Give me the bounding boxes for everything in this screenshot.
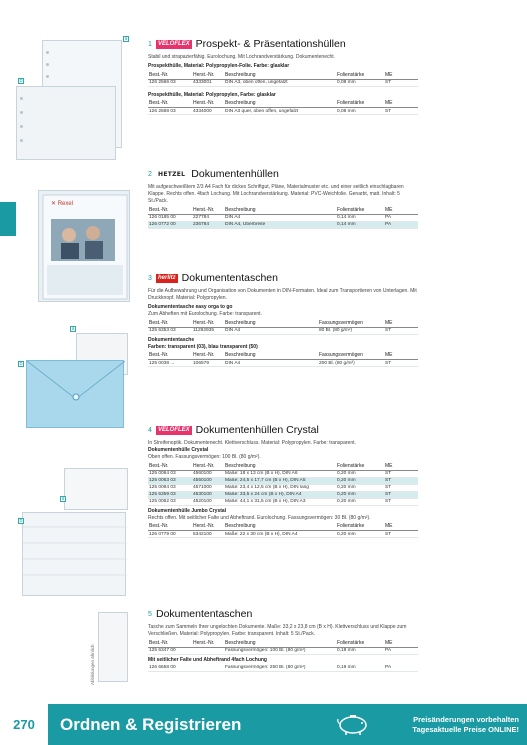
brand-logo-herlitz: herlitz	[158, 274, 176, 281]
group-description: Rechts offen. Mit seitlicher Falte und Abheftrand. Eurolochung. Fassungsvermögen: 30 Bl. (80 g/m²).	[148, 514, 371, 521]
price-note-line1: Preisänderungen vorbehalten	[413, 715, 519, 724]
product-image-document-sleeves	[38, 190, 130, 302]
table-row[interactable]: 126 0779 00 5342100 Maße: 22 x 30 cm (B x H), DIN A4 0,20 mm ST	[148, 531, 418, 538]
product-table: Best.-Nr. Herst.-Nr. Beschreibung Folienstärke ME 126 0779 00 5342100 Maße: 22 x 30 cm (B x H), DIN A4 0,20 mm ST	[148, 523, 418, 539]
table-row[interactable]: 126 0772 00 236784 DIN A4, Überbreite 0,14 mm PA	[148, 221, 418, 228]
product-table: Best.-Nr. Herst.-Nr. Beschreibung Fassungsvermögen ME 125 0038 ... 106579 DIN A4 200 Bl. (80 g/m²) ST	[148, 352, 418, 368]
brand-logo-hetzel: HETZEL	[158, 170, 186, 178]
product-table: Best.-Nr. Herst.-Nr. Beschreibung Folienstärke ME 126 0185 00 227784 DIN A4 0,14 mm PA 126 0772 00 236784 DIN A4, Überbreite 0,14 mm PA	[148, 206, 418, 229]
image-credit: Abbildungen ähnlich	[90, 644, 95, 685]
col-unit: ME	[384, 71, 418, 79]
mark-b: b	[19, 78, 23, 84]
section-number: 2	[148, 170, 152, 178]
table-row[interactable]: 126 6658 00 Fassungsvermögen: 250 Bl. (80 g/m²) 0,19 mm PA	[148, 665, 418, 672]
product-table	[148, 665, 418, 673]
section-title: Dokumentenhüllen	[191, 168, 279, 180]
hetzel-sleeve-illustration	[39, 191, 131, 303]
table-row[interactable]: 125 0038 ... 106579 DIN A4 200 Bl. (80 g/m²) ST	[148, 360, 418, 367]
group-title: Dokumentenhülle Jumbo Crystal	[148, 507, 227, 514]
product-image-document-pouch-blue	[26, 360, 124, 428]
group-description: Zum Abheften mit Eurolochung. Farbe: transparent.	[148, 311, 262, 317]
price-note-line2: Tagesaktuelle Preise ONLINE!	[412, 725, 519, 734]
group-title: Prospekthülle, Material: Polypropylen, Farbe: glasklar	[148, 91, 276, 98]
table-row[interactable]: 125 0062 03 4520100 Maße: 44,1 x 31,5 cm (B x H), DIN A3 0,20 mm ST	[148, 498, 418, 505]
product-table: Best.-Nr. Herst.-Nr. Beschreibung Folienstärke ME 125 0064 03 4560100 Maße: 18 x 13 cm (B x H), DIN A6 0,20 mm ST 125 0063 03 4550100 Maße: 24,5 x 17,7 cm (B x H), DIN A5 0,20 mm ST 125 0084 03 4571000 Maße: 23,4 x 12,5 cm (B x H), DIN lang 0,20 mm ST 125 6359 03 4530100 Maße: 33,5 x 24 cm (B x H), DIN A4 0,20 mm ST 125 0062 03 4520100 Maße: 44,1 x 31,5 cm (B x H), DIN A3 0,20 mm ST	[148, 462, 418, 506]
section-description: Mit aufgeschweißtem 2/3 A4 Fach für dickes Schriftgut, Pläne, Materialmuster etc. und einer seitlich einschlagbaren Klappe. Rechts offen. 4fach Lochung. Mit Lochrandverstärkung. Material: PVC-Weichfolie. Genarbt, matt. Inhalt: 5 St./Pack.	[148, 184, 404, 204]
col-thickness: Folienstärke	[336, 71, 384, 79]
section-5	[148, 606, 418, 672]
group-title: Dokumententasche easy orga to go	[148, 304, 233, 310]
crystal-stripes-illustration	[23, 513, 127, 597]
section-description: Tasche zum Sammeln Ihrer ungelochten Dokumente. Maße: 33,2 x 23,8 cm (B x H). Klettverschluss und Klappe zum Verschließen. Material: Polypropylen. Farbe: transparent. Inhalt: 5 St./Pack.	[148, 624, 407, 637]
mark-a: a	[71, 326, 75, 332]
group-description: Oben offen. Fassungsvermögen: 100 Bl. (80 g/m²).	[148, 454, 261, 460]
page-number: 270	[13, 717, 35, 732]
product-table: Best.-Nr. Herst.-Nr. Beschreibung Folienstärke ME 126 2568 03 4334000 DIN A3 quer, oben offen, ungefalzt 0,08 mm ST	[148, 100, 418, 116]
section-title: Prospekt- & Präsentationshüllen	[195, 38, 346, 50]
section-title: Dokumentenhüllen Crystal	[195, 424, 319, 436]
price-note	[412, 715, 519, 735]
section-3	[148, 270, 418, 367]
product-image-document-bag	[98, 612, 128, 682]
group-title: Dokumentenhülle Crystal	[148, 447, 209, 453]
mark-b: b	[19, 361, 23, 367]
product-image-sheet-protectors-b	[16, 86, 116, 160]
section-4	[148, 422, 418, 538]
mark-a: a	[124, 36, 128, 42]
section-1	[148, 36, 418, 115]
group-title: Dokumententasche	[148, 336, 195, 343]
product-table: Best.-Nr. Herst.-Nr. Beschreibung Folienstärke ME 125 6347 00 Fassungsvermögen: 100 Bl. (80 g/m²) 0,18 mm PA	[148, 639, 418, 655]
brand-logo-veloflex: VELOFLEX	[158, 426, 190, 433]
table-row[interactable]: 125 6347 00 Fassungsvermögen: 100 Bl. (80 g/m²) 0,18 mm PA	[148, 647, 418, 654]
product-image-crystal-small	[64, 468, 128, 510]
col-manufacturer-no: Herst.-Nr.	[192, 71, 224, 79]
section-number: 5	[148, 610, 152, 618]
svg-text:✕ Rexel: ✕ Rexel	[51, 201, 74, 207]
section-2	[148, 166, 418, 229]
product-table: Best.-Nr. Herst.-Nr. Beschreibung Fassungsvermögen ME 125 6353 03 11292935 DIN A4 80 Bl. (80 g/m²) ST	[148, 319, 418, 335]
section-number: 1	[148, 40, 152, 48]
page-footer	[0, 704, 527, 745]
col-order-no: Best.-Nr.	[148, 71, 192, 79]
section-description: In Streifenoptik. Dokumentenecht. Klettverschluss. Material: Polypropylen. Farbe: transparent.	[148, 440, 356, 446]
table-row[interactable]: 125 0064 03 4560100 Maße: 18 x 13 cm (B x H), DIN A6 0,20 mm ST	[148, 470, 418, 477]
table-row[interactable]: 125 6359 03 4530100 Maße: 33,5 x 24 cm (B x H), DIN A4 0,20 mm ST	[148, 491, 418, 498]
section-title: Dokumententaschen	[181, 272, 278, 284]
mark-b: b	[19, 518, 23, 524]
pouch-flap-illustration	[27, 361, 125, 429]
product-table	[148, 71, 418, 87]
section-number: 3	[148, 274, 152, 282]
group-title: Prospekthülle, Material: Polypropylen-Folie. Farbe: glasklar	[148, 63, 290, 69]
page-number-box	[0, 704, 48, 745]
section-description: Für die Aufbewahrung und Organisation von Dokumenten in DIN-Formaten. Ideal zum Transportieren von Unterlagen. Mit Druckknopf. Material: Polypropylen.	[148, 288, 417, 301]
chapter-title: Ordnen & Registrieren	[60, 715, 242, 734]
table-row[interactable]: 126 0185 00 227784 DIN A4 0,14 mm PA	[148, 214, 418, 221]
piggy-bank-icon	[335, 712, 371, 736]
table-row[interactable]: 125 0063 03 4550100 Maße: 24,5 x 17,7 cm (B x H), DIN A5 0,20 mm ST	[148, 477, 418, 484]
brand-logo-veloflex: VELOFLEX	[158, 40, 190, 47]
group-colors: Farben: transparent (03), blau transparent (50)	[148, 343, 258, 350]
table-row[interactable]: 125 0084 03 4571000 Maße: 23,4 x 12,5 cm (B x H), DIN lang 0,20 mm ST	[148, 484, 418, 491]
col-description: Beschreibung	[224, 71, 336, 79]
group-title: Mit seitlicher Falte und Abheftrand 4fach Lochung	[148, 656, 267, 663]
mark-a: a	[61, 496, 65, 502]
section-description: Stabil und strapazierfähig. Eurolochung. Mit Lochrandverstärkung. Dokumentenecht.	[148, 54, 336, 60]
section-number: 4	[148, 426, 152, 434]
table-row[interactable]: 125 6353 03 11292935 DIN A4 80 Bl. (80 g/m²) ST	[148, 327, 418, 334]
table-row[interactable]: 126 2566 03 4333001 DIN A3, oben offen, ungefalzt 0,08 mm ST	[148, 79, 418, 86]
section-title: Dokumententaschen	[156, 608, 253, 620]
chapter-tab	[0, 202, 16, 236]
product-image-crystal-large	[22, 512, 126, 596]
table-row[interactable]: 126 2568 03 4334000 DIN A3 quer, oben offen, ungefalzt 0,08 mm ST	[148, 108, 418, 115]
